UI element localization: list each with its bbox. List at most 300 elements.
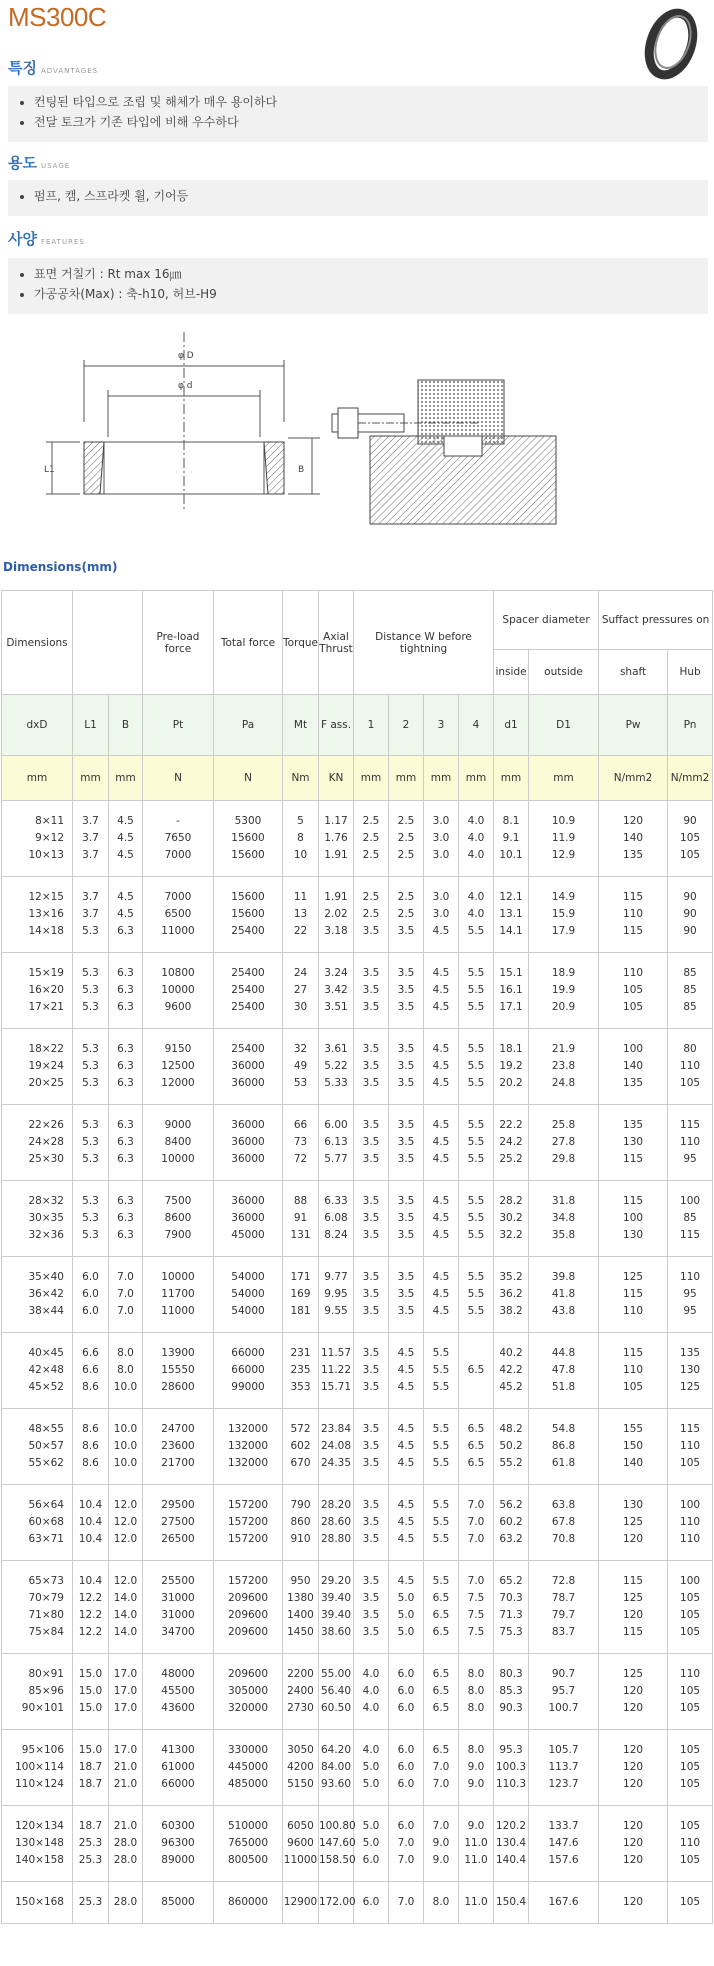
feature-item: • 표면 거칠기 : Rt max 16㎛ bbox=[34, 264, 708, 284]
unit-row bbox=[2, 756, 713, 801]
cell-value: 90 bbox=[683, 815, 697, 827]
table-cell bbox=[354, 1409, 389, 1485]
cell-value: - bbox=[176, 815, 180, 827]
cell-value: 105 bbox=[680, 849, 701, 861]
cell-value: 3.5 bbox=[362, 1364, 380, 1376]
table-cell bbox=[668, 1561, 713, 1654]
cell-value: 5.0 bbox=[362, 1761, 380, 1773]
cell-value: 12000 bbox=[161, 1077, 195, 1089]
cell-value: 12.0 bbox=[113, 1575, 138, 1587]
cell-value: 8.0 bbox=[117, 1364, 134, 1376]
cell-value: 3.0 bbox=[432, 908, 450, 920]
cell-value: 11.0 bbox=[464, 1896, 488, 1908]
table-cell bbox=[599, 1806, 668, 1882]
cell-value: 95.3 bbox=[499, 1744, 523, 1756]
table-cell bbox=[109, 1257, 143, 1333]
cell-value: 105 bbox=[680, 1457, 701, 1469]
table-cell bbox=[283, 801, 319, 877]
cell-value: 16×20 bbox=[28, 984, 64, 996]
cell-value: 5.3 bbox=[82, 1060, 99, 1072]
cell-value: 115 bbox=[623, 1288, 644, 1300]
cell-value: 7.0 bbox=[397, 1854, 415, 1866]
symbol-row-cell: D1 bbox=[529, 695, 599, 756]
table-cell bbox=[424, 1105, 459, 1181]
cell-value: 6.0 bbox=[397, 1744, 415, 1756]
cell-value: 30 bbox=[293, 1001, 308, 1013]
cell-value: 100 bbox=[680, 1195, 701, 1207]
cell-value: 602 bbox=[290, 1440, 311, 1452]
cell-value: 6.0 bbox=[397, 1761, 415, 1773]
table-cell bbox=[283, 1882, 319, 1924]
cell-value: 8.6 bbox=[82, 1423, 99, 1435]
cell-value: 84.00 bbox=[320, 1761, 352, 1773]
cell-value: 3.0 bbox=[432, 815, 450, 827]
table-cell bbox=[599, 1654, 668, 1730]
cell-value: 3.5 bbox=[362, 1347, 380, 1359]
cell-value: 38.2 bbox=[499, 1305, 523, 1317]
cell-value: 15600 bbox=[231, 832, 265, 844]
table-cell bbox=[389, 1806, 424, 1882]
cell-value: 11000 bbox=[161, 925, 195, 937]
cell-value: 105 bbox=[680, 1744, 701, 1756]
cell-value: 66000 bbox=[161, 1778, 195, 1790]
symbol-row-cell: dxD bbox=[2, 695, 73, 756]
table-cell bbox=[424, 1029, 459, 1105]
table-cell bbox=[2, 801, 73, 877]
cell-value: 4.5 bbox=[432, 1043, 450, 1055]
cell-value: 7.5 bbox=[467, 1609, 485, 1621]
table-cell bbox=[73, 1654, 109, 1730]
table-cell bbox=[459, 1181, 494, 1257]
table-cell bbox=[143, 1257, 214, 1333]
symbol-row-cell: Pn bbox=[668, 695, 713, 756]
cell-value: 115 bbox=[680, 1423, 701, 1435]
B-label: B bbox=[298, 465, 305, 475]
cell-value: 3.5 bbox=[362, 1381, 380, 1393]
cell-value: 15600 bbox=[231, 891, 265, 903]
cell-value: 5.5 bbox=[432, 1381, 450, 1393]
table-cell bbox=[668, 1257, 713, 1333]
cell-value: 13 bbox=[293, 908, 308, 920]
cell-value: 150.4 bbox=[496, 1896, 527, 1908]
table-cell bbox=[599, 801, 668, 877]
table-cell bbox=[459, 1333, 494, 1409]
cell-value: 5.5 bbox=[467, 1229, 485, 1241]
cell-value: 4.0 bbox=[467, 908, 485, 920]
cell-value: 32.2 bbox=[499, 1229, 523, 1241]
cell-value: 3.0 bbox=[432, 832, 450, 844]
table-cell bbox=[143, 1730, 214, 1806]
cell-value: 36000 bbox=[231, 1212, 265, 1224]
cell-value: 13.1 bbox=[499, 908, 523, 920]
cell-value: 25400 bbox=[231, 967, 265, 979]
cell-value: 70.3 bbox=[499, 1592, 523, 1604]
table-cell bbox=[109, 1485, 143, 1561]
table-cell bbox=[599, 1882, 668, 1924]
cell-value: 100 bbox=[623, 1212, 644, 1224]
cell-value: 36.2 bbox=[499, 1288, 523, 1300]
table-cell bbox=[529, 1257, 599, 1333]
table-cell bbox=[2, 877, 73, 953]
advantage-item: • 전달 토크가 기존 타입에 비해 우수하다 bbox=[34, 112, 708, 132]
cell-value: 6.3 bbox=[117, 1229, 134, 1241]
cell-value: 20.2 bbox=[499, 1077, 523, 1089]
cell-value: 100.7 bbox=[548, 1702, 579, 1714]
col-dimensions: Dimensions bbox=[2, 591, 73, 695]
table-cell bbox=[143, 1882, 214, 1924]
cell-value: 36000 bbox=[231, 1060, 265, 1072]
cell-value: 7900 bbox=[164, 1229, 192, 1241]
cell-value: 14.0 bbox=[113, 1626, 138, 1638]
cell-value: 17×21 bbox=[28, 1001, 64, 1013]
cell-value: 5.5 bbox=[467, 984, 485, 996]
cell-value: 130 bbox=[623, 1499, 644, 1511]
table-cell bbox=[459, 1882, 494, 1924]
cell-value: 70.8 bbox=[551, 1533, 576, 1545]
cell-value: 1400 bbox=[287, 1609, 314, 1621]
table-cell bbox=[73, 801, 109, 877]
cell-value: 19.9 bbox=[551, 984, 576, 996]
cell-value: 4.5 bbox=[432, 967, 450, 979]
cell-value: 110 bbox=[623, 1364, 644, 1376]
cell-value: 510000 bbox=[227, 1820, 269, 1832]
unit-row-cell: KN bbox=[319, 756, 354, 801]
cell-value: 3.5 bbox=[362, 967, 380, 979]
cell-value: 132000 bbox=[227, 1423, 269, 1435]
cell-value: 4.5 bbox=[432, 1060, 450, 1072]
cell-value: 25.3 bbox=[78, 1854, 103, 1866]
cell-value: 6.3 bbox=[117, 984, 134, 996]
cell-value: 56.40 bbox=[320, 1685, 352, 1697]
table-cell bbox=[214, 1485, 283, 1561]
table-cell bbox=[424, 1257, 459, 1333]
cell-value: 6.3 bbox=[117, 1212, 134, 1224]
cell-value: 12×15 bbox=[28, 891, 64, 903]
table-cell bbox=[143, 1333, 214, 1409]
cell-value: 5.3 bbox=[82, 1043, 99, 1055]
cell-value: 6.5 bbox=[467, 1457, 485, 1469]
cell-value: 4.5 bbox=[432, 984, 450, 996]
cell-value: 90 bbox=[683, 908, 697, 920]
cell-value: 61000 bbox=[161, 1761, 195, 1773]
cell-value: 3.5 bbox=[362, 1288, 380, 1300]
cell-value: 105 bbox=[623, 1381, 644, 1393]
cell-value: 72.8 bbox=[551, 1575, 576, 1587]
unit-row-cell: mm bbox=[354, 756, 389, 801]
cell-value: 91 bbox=[293, 1212, 308, 1224]
cell-value: 765000 bbox=[227, 1837, 269, 1849]
table-cell bbox=[319, 1409, 354, 1485]
symbol-row-cell: B bbox=[109, 695, 143, 756]
cell-value: 5.5 bbox=[467, 1288, 485, 1300]
cell-value: 3.5 bbox=[362, 1153, 380, 1165]
cell-value: 2.02 bbox=[324, 908, 348, 920]
cell-value: 22×26 bbox=[28, 1119, 64, 1131]
cell-value: 17.0 bbox=[113, 1685, 138, 1697]
cell-value: 14.9 bbox=[551, 891, 576, 903]
table-cell bbox=[459, 1806, 494, 1882]
cell-value: 6.0 bbox=[397, 1685, 415, 1697]
cell-value: 12.2 bbox=[78, 1626, 103, 1638]
col-total: Total force bbox=[214, 591, 283, 695]
cell-value: 140.4 bbox=[496, 1854, 527, 1866]
cell-value: 5 bbox=[297, 815, 304, 827]
table-cell bbox=[214, 1654, 283, 1730]
cell-value: 5.3 bbox=[82, 984, 99, 996]
cell-value: 41.8 bbox=[551, 1288, 576, 1300]
cell-value: 13900 bbox=[161, 1347, 195, 1359]
cell-value: 54000 bbox=[231, 1305, 265, 1317]
cell-value: 45000 bbox=[231, 1229, 265, 1241]
table-cell bbox=[109, 1409, 143, 1485]
cell-value: 105 bbox=[680, 1820, 701, 1832]
cell-value: 2.5 bbox=[397, 849, 415, 861]
cell-value: 110 bbox=[680, 1440, 701, 1452]
table-cell bbox=[73, 1806, 109, 1882]
cell-value: 12.1 bbox=[499, 891, 523, 903]
cell-value: 64.20 bbox=[320, 1744, 352, 1756]
cell-value: 8.6 bbox=[82, 1381, 99, 1393]
cell-value: 8×11 bbox=[35, 815, 64, 827]
cell-value: 3.61 bbox=[324, 1043, 348, 1055]
cell-value: 60.50 bbox=[320, 1702, 352, 1714]
cell-value: 330000 bbox=[227, 1744, 269, 1756]
cell-value: 5.5 bbox=[467, 1153, 485, 1165]
cell-value: 6.6 bbox=[82, 1347, 99, 1359]
cell-value: 5.3 bbox=[82, 1212, 99, 1224]
table-cell bbox=[283, 1181, 319, 1257]
table-cell bbox=[599, 1105, 668, 1181]
cell-value: 22.2 bbox=[499, 1119, 523, 1131]
table-cell bbox=[668, 1485, 713, 1561]
cell-value: 7.0 bbox=[432, 1778, 450, 1790]
cell-value: 49 bbox=[293, 1060, 308, 1072]
table-cell bbox=[214, 1333, 283, 1409]
table-cell bbox=[529, 801, 599, 877]
cell-value: 4.5 bbox=[117, 849, 134, 861]
cell-value: 3.5 bbox=[362, 1229, 380, 1241]
cell-value: 105 bbox=[680, 1609, 701, 1621]
cell-value: 135 bbox=[680, 1347, 701, 1359]
cell-value: 25400 bbox=[231, 984, 265, 996]
cell-value: 31000 bbox=[161, 1592, 195, 1604]
symbol-row-cell: L1 bbox=[73, 695, 109, 756]
table-cell bbox=[529, 1882, 599, 1924]
cell-value: 5.5 bbox=[432, 1499, 450, 1511]
cell-value: 10.1 bbox=[499, 849, 523, 861]
table-cell bbox=[283, 1654, 319, 1730]
cell-value: 135 bbox=[623, 1077, 644, 1089]
cell-value: 6.3 bbox=[117, 1060, 134, 1072]
cell-value: 3.5 bbox=[397, 1119, 415, 1131]
cell-value: 3.5 bbox=[397, 967, 415, 979]
cell-value: 24.2 bbox=[499, 1136, 523, 1148]
cell-value: 5.3 bbox=[82, 925, 99, 937]
cell-value: 83.7 bbox=[551, 1626, 576, 1638]
cell-value: 8.0 bbox=[117, 1347, 134, 1359]
cell-value: 19×24 bbox=[28, 1060, 64, 1072]
cell-value: 9.55 bbox=[324, 1305, 348, 1317]
cell-value: 66000 bbox=[231, 1347, 265, 1359]
cell-value: 3.5 bbox=[397, 1136, 415, 1148]
cell-value: 40.2 bbox=[499, 1347, 523, 1359]
cell-value: 6.3 bbox=[117, 1043, 134, 1055]
cell-value: 140 bbox=[623, 1060, 644, 1072]
cell-value: 4.5 bbox=[432, 1271, 450, 1283]
cell-value: 95×106 bbox=[21, 1744, 64, 1756]
cell-value: 90.7 bbox=[551, 1668, 576, 1680]
cell-value: 157200 bbox=[227, 1533, 269, 1545]
cell-value: 6.5 bbox=[432, 1744, 450, 1756]
table-cell bbox=[424, 953, 459, 1029]
cell-value: 28.0 bbox=[113, 1896, 138, 1908]
cell-value: 3.24 bbox=[324, 967, 348, 979]
cell-value: 4.5 bbox=[432, 1305, 450, 1317]
cell-value: 8600 bbox=[164, 1212, 192, 1224]
cell-value: 71×80 bbox=[28, 1609, 64, 1621]
table-cell bbox=[354, 877, 389, 953]
cell-value: 7.0 bbox=[117, 1288, 134, 1300]
cell-value: 7.0 bbox=[397, 1837, 415, 1849]
table-cell bbox=[668, 1806, 713, 1882]
table-cell bbox=[283, 1029, 319, 1105]
cell-value: 23600 bbox=[161, 1440, 195, 1452]
table-cell bbox=[214, 1029, 283, 1105]
table-cell bbox=[2, 1029, 73, 1105]
cell-value: 5.5 bbox=[432, 1423, 450, 1435]
cell-value: 790 bbox=[290, 1499, 311, 1511]
cell-value: 3.5 bbox=[397, 1077, 415, 1089]
unit-row-cell: mm bbox=[389, 756, 424, 801]
table-cell bbox=[73, 1409, 109, 1485]
cell-value: 15550 bbox=[161, 1364, 195, 1376]
table-cell bbox=[109, 877, 143, 953]
cell-value: 47.8 bbox=[551, 1364, 576, 1376]
cell-value: 12.9 bbox=[551, 849, 576, 861]
cell-value: 11.22 bbox=[320, 1364, 352, 1376]
cell-value: 38.60 bbox=[320, 1626, 352, 1638]
cell-value: 54.8 bbox=[551, 1423, 576, 1435]
table-row-group bbox=[2, 1806, 713, 1882]
cell-value: 6.3 bbox=[117, 1195, 134, 1207]
table-row-group bbox=[2, 1485, 713, 1561]
unit-row-cell: mm bbox=[494, 756, 529, 801]
table-cell bbox=[389, 1485, 424, 1561]
table-cell bbox=[2, 1409, 73, 1485]
table-cell bbox=[529, 1105, 599, 1181]
cell-value: 5.5 bbox=[467, 1001, 485, 1013]
cell-value: 135 bbox=[623, 849, 644, 861]
cell-value: 115 bbox=[623, 1626, 644, 1638]
cell-value: 14×18 bbox=[28, 925, 64, 937]
table-cell bbox=[2, 1333, 73, 1409]
cell-value: 147.60 bbox=[319, 1837, 356, 1849]
unit-row-cell: N/mm2 bbox=[599, 756, 668, 801]
table-cell bbox=[389, 801, 424, 877]
cell-value: 55.2 bbox=[499, 1457, 523, 1469]
cell-value: 4.5 bbox=[432, 1153, 450, 1165]
table-cell bbox=[424, 1333, 459, 1409]
cell-value: 181 bbox=[290, 1305, 311, 1317]
cell-value: 3.5 bbox=[362, 1212, 380, 1224]
cell-value: 18.7 bbox=[78, 1820, 103, 1832]
cell-value: 13×16 bbox=[28, 908, 64, 920]
cell-value: 110 bbox=[680, 1533, 701, 1545]
cell-value: 15.0 bbox=[78, 1744, 103, 1756]
cell-value: 25.3 bbox=[78, 1896, 103, 1908]
cell-value: 17.0 bbox=[113, 1702, 138, 1714]
cell-value: 48×55 bbox=[28, 1423, 64, 1435]
cell-value: 5.5 bbox=[467, 1077, 485, 1089]
cell-value: 4.5 bbox=[397, 1423, 415, 1435]
cell-value: 6.3 bbox=[117, 967, 134, 979]
cell-value: 105 bbox=[680, 1854, 701, 1866]
cell-value: 16.1 bbox=[499, 984, 523, 996]
cell-value: 3.5 bbox=[362, 1499, 380, 1511]
table-cell bbox=[283, 1409, 319, 1485]
cell-value: 115 bbox=[623, 891, 644, 903]
cell-value: 2.5 bbox=[397, 832, 415, 844]
cell-value: 27.8 bbox=[551, 1136, 576, 1148]
cell-value: 130.4 bbox=[496, 1837, 527, 1849]
cell-value: 157.6 bbox=[548, 1854, 579, 1866]
feature-item: • 가공공차(Max) : 축-h10, 허브-H9 bbox=[34, 284, 708, 304]
cell-value: 11000 bbox=[283, 1854, 318, 1866]
cell-value: 4.5 bbox=[432, 1288, 450, 1300]
table-cell bbox=[319, 1485, 354, 1561]
cell-value: 8.0 bbox=[467, 1685, 485, 1697]
cell-value: 3.5 bbox=[362, 1195, 380, 1207]
table-cell bbox=[494, 877, 529, 953]
cell-value: 115 bbox=[680, 1119, 701, 1131]
table-cell bbox=[143, 1806, 214, 1882]
cell-value: 17.0 bbox=[113, 1744, 138, 1756]
table-cell bbox=[319, 1029, 354, 1105]
table-row-group bbox=[2, 1730, 713, 1806]
table-row-group bbox=[2, 1181, 713, 1257]
cell-value: 54000 bbox=[231, 1271, 265, 1283]
cell-value: 7650 bbox=[164, 832, 192, 844]
table-cell bbox=[319, 1654, 354, 1730]
cell-value: 3.42 bbox=[324, 984, 348, 996]
table-row-group bbox=[2, 1257, 713, 1333]
cell-value: 8400 bbox=[164, 1136, 192, 1148]
cell-value: 28.0 bbox=[113, 1854, 138, 1866]
table-cell bbox=[109, 1806, 143, 1882]
cell-value: 7.0 bbox=[467, 1533, 485, 1545]
cell-value: 120×134 bbox=[15, 1820, 64, 1832]
cell-value: 72 bbox=[293, 1153, 308, 1165]
cell-value: 70×79 bbox=[28, 1592, 64, 1604]
table-cell bbox=[668, 1409, 713, 1485]
cell-value: 85×96 bbox=[28, 1685, 64, 1697]
cell-value: 34.8 bbox=[551, 1212, 576, 1224]
table-cell bbox=[2, 1730, 73, 1806]
cell-value: 4.0 bbox=[467, 815, 485, 827]
cell-value: 30.2 bbox=[499, 1212, 523, 1224]
table-cell bbox=[459, 953, 494, 1029]
cell-value: 6.0 bbox=[397, 1668, 415, 1680]
cell-value: 1.91 bbox=[324, 891, 348, 903]
cell-value: 1.91 bbox=[324, 849, 348, 861]
cell-value: 3.5 bbox=[362, 1609, 380, 1621]
cell-value: 38×44 bbox=[28, 1305, 64, 1317]
table-cell bbox=[529, 1181, 599, 1257]
cell-value: 150×168 bbox=[15, 1896, 64, 1908]
cell-value: 3.5 bbox=[362, 1305, 380, 1317]
cell-value: 21.0 bbox=[113, 1778, 138, 1790]
cell-value: 4.5 bbox=[397, 1516, 415, 1528]
